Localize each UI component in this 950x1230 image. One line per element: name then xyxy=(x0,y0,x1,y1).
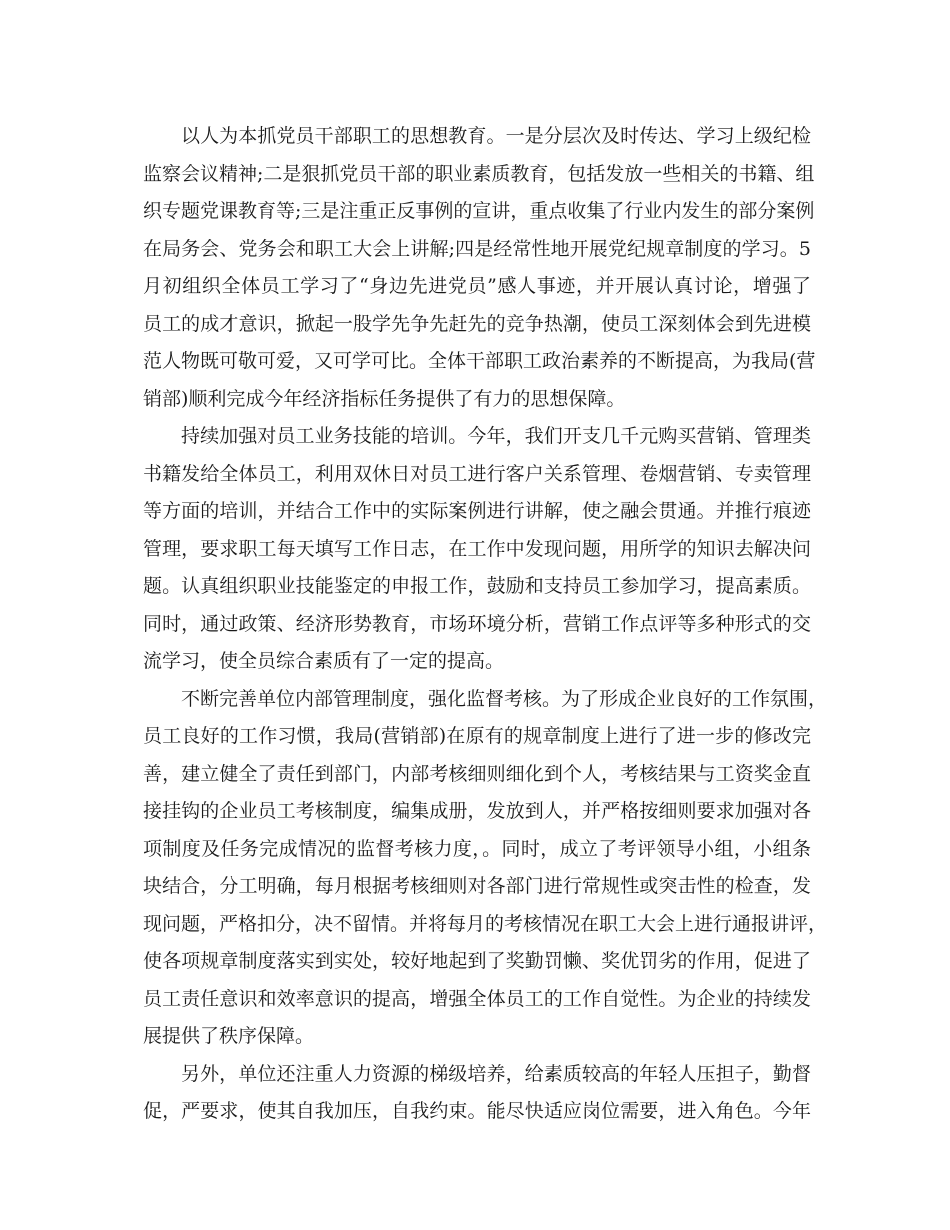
paragraph-line: 以人为本抓党员干部职工的思想教育。一是分层次及时传达、学习上级纪检 xyxy=(181,125,811,147)
paragraph-line: 持续加强对员工业务技能的培训。今年，我们开支几千元购买营销、管理类 xyxy=(181,425,811,447)
paragraph-line: 月初组织全体员工学习了“身边先进党员”感人事迹，并开展认真讨论，增强了 xyxy=(143,275,811,297)
paragraph-line: 销部)顺利完成今年经济指标任务提供了有力的思想保障。 xyxy=(143,387,626,410)
paragraph-line: 展提供了秩序保障。 xyxy=(143,1025,315,1047)
paragraph-line: 员工良好的工作习惯，我局(营销部)在原有的规章制度上进行了进一步的修改完 xyxy=(143,725,811,747)
paragraph-line: 员工的成才意识，掀起一股学先争先赶先的竞争热潮，使员工深刻体会到先进模 xyxy=(143,312,811,335)
paragraph-2 xyxy=(143,418,811,681)
paragraph-line: 另外，单位还注重人力资源的梯级培养，给素质较高的年轻人压担子，勤督 xyxy=(181,1062,811,1085)
paragraph-line: 书籍发给全体员工，利用双休日对员工进行客户关系管理、卷烟营销、专卖管理 xyxy=(143,462,811,485)
paragraph-line: 块结合，分工明确，每月根据考核细则对各部门进行常规性或突击性的检查，发 xyxy=(143,875,811,897)
document-body xyxy=(143,118,828,1131)
paragraph-line: 监察会议精神;二是狠抓党员干部的职业素质教育，包括发放一些相关的书籍、组 xyxy=(143,162,815,185)
paragraph-line: 流学习，使全员综合素质有了一定的提高。 xyxy=(143,650,505,672)
paragraph-line: 接挂钩的企业员工考核制度，编集成册，发放到人，并严格按细则要求加强对各 xyxy=(143,800,811,822)
paragraph-line: 在局务会、党务会和职工大会上讲解;四是经常性地开展党纪规章制度的学习。5 xyxy=(143,237,811,260)
paragraph-line: 管理，要求职工每天填写工作日志，在工作中发现问题，用所学的知识去解决问 xyxy=(143,537,811,560)
paragraph-line: 使各项规章制度落实到实处，较好地起到了奖勤罚懒、奖优罚劣的作用，促进了 xyxy=(143,950,811,972)
paragraph-3 xyxy=(143,681,828,1056)
paragraph-line: 同时，通过政策、经济形势教育，市场环境分析，营销工作点评等多种形式的交 xyxy=(143,612,811,635)
paragraph-line: 等方面的培训，并结合工作中的实际案例进行讲解，使之融会贯通。并推行痕迹 xyxy=(143,500,811,522)
paragraph-line: 员工责任意识和效率意识的提高，增强全体员工的工作自觉性。为企业的持续发 xyxy=(143,987,811,1010)
paragraph-line: 题。认真组织职业技能鉴定的申报工作，鼓励和支持员工参加学习，提高素质。 xyxy=(143,575,811,597)
paragraph-line: 不断完善单位内部管理制度，强化监督考核。为了形成企业良好的工作氛围， xyxy=(181,687,828,710)
paragraph-line: 织专题党课教育等;三是注重正反事例的宣讲，重点收集了行业内发生的部分案例 xyxy=(143,200,815,222)
paragraph-line: 现问题，严格扣分，决不留情。并将每月的考核情况在职工大会上进行通报讲评， xyxy=(143,912,828,935)
paragraph-4 xyxy=(143,1056,811,1131)
paragraph-1 xyxy=(143,118,816,418)
paragraph-line: 促，严要求，使其自我加压，自我约束。能尽快适应岗位需要，进入角色。今年 xyxy=(143,1100,811,1122)
paragraph-line: 善，建立健全了责任到部门，内部考核细则细化到个人，考核结果与工资奖金直 xyxy=(143,762,811,785)
paragraph-line: 项制度及任务完成情况的监督考核力度，。同时，成立了考评领导小组，小组条 xyxy=(143,837,811,860)
paragraph-line: 范人物既可敬可爱，又可学可比。全体干部职工政治素养的不断提高，为我局(营 xyxy=(143,350,816,372)
